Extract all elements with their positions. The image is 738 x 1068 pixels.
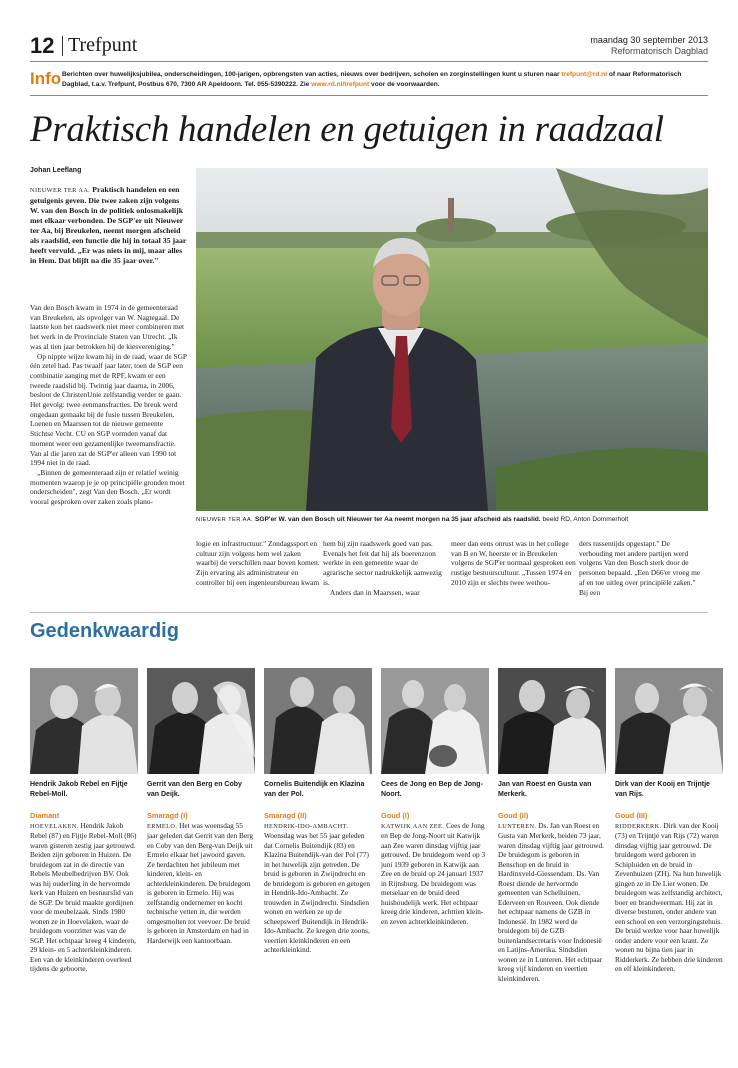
article-column-3 [323,539,448,597]
jubilee-rank: Goud (III) [615,811,648,820]
gedenkwaardig-title: Gedenkwaardig [30,620,179,642]
header-rule [30,61,708,62]
couple-photo-image [381,668,489,774]
anniversary-card [264,668,372,955]
couple-names: Jan van Roest en Gusta van Merkerk. [498,781,592,798]
info-text-1: Berichten over huwelijksjubilea, onderscheidingen, 100-jarigen, opbrengsten van acties, nieuws over bedrijven, scholen en zorginstellingen kunt u sturen naar [62,71,560,78]
photo-caption [196,515,708,525]
paragraph: Op nippte wijze kwam hij in de raad, waar de SGP één zetel had. Pas twaalf jaar later, toen de SGP een combinatie aanging met de RPF, kwam er een tweede raadslid bij. Twintig jaar daarna, in 2006, besloot de ChristenUnie zelfstandig verder te gaan. Het gevolg: twee eenmansfracties. De breuk werd ongedaan gemaakt bij de fusie tussen Breukelen, Loenen en Maarssen tot de nieuwe gemeente Stichtse Vecht. CU en SGP vormden vanaf dat moment weer een gezamenlijke tweemansfractie. Van al die jaren zat de SGP'er alleen van 1990 tot 1994 niet in de raad. [30,351,187,468]
jubilee-rank: Goud (II) [498,811,529,820]
card-text [264,821,372,955]
card-body: Dirk van der Kooij (73) en Trijntje van Rijs (72) waren dinsdag vijftig jaar getrouwd. De bruidegom werd geboren in Schipluiden en de bruid in Zevenhuizen (ZH). Na hun huwelijk gingen ze in De Lier wonen. De bruidegom was zelfstandig architect, boer en brandweerman. Hij zat in diverse besturen, onder andere van een school en een verzorgingstehuis. De bruid werkte voor haar huwelijk onder andere voor een krant. Ze wonen nu bijna tien jaar in Ridderkerk. Ze hebben drie kinderen en elf kleinkinderen. [615,820,723,974]
couple-names: Dirk van der Kooij en Trijntje van Rijs. [615,781,710,798]
intro-location: NIEUWER TER AA. [30,187,91,194]
page-number: 12 [30,33,55,58]
couple-names: Cees de Jong en Bep de Jong-Noort. [381,781,483,798]
info-text-3: voor de voorwaarden. [371,81,440,88]
jubilee-rank: Smaragd (II) [264,811,307,820]
couple-photo-image [498,668,606,774]
couple-photo [264,668,372,774]
info-rule [30,95,708,96]
card-body: Cees de Jong en Bep de Jong-Noort uit Katwijk aan Zee waren dinsdag vijftig jaar getrouwd. De bruidegom werd op 3 juni 1939 geboren in Katwijk aan Zee en de bruid op 24 januari 1937 in Rijnsburg. De bruidegom was metselaar en de bruid deed huishoudelijk werk. Het echtpaar kreeg drie kinderen, achttien klein- en zeven achterkleinkinderen. [381,820,486,926]
couple-photo-image [147,668,255,774]
couple-photo [381,668,489,774]
jubilee-rank: Smaragd (I) [147,811,188,820]
couple-photo [498,668,606,774]
info-text-2: of naar Reformatorisch Dagblad, t.a.v. Trefpunt, Postbus 670, 7300 AR Apeldoorn. Tel. 055-5390222. Zie [62,71,682,88]
jubilee-rank: Goud (I) [381,811,410,820]
article-column-4 [451,539,576,588]
couple-photo [147,668,255,774]
photo-credit: beeld RD, Anton Dommerholt [542,516,629,523]
paragraph: Anders dan in Maarssen, waar [330,587,420,597]
section-title: Trefpunt [68,34,138,56]
couple-photo [615,668,723,774]
couple-photo-image [615,668,723,774]
header-divider [62,36,63,56]
info-text [62,70,708,90]
paragraph: meer dan eens onrust was in het college van B en W, heerste er in Breukelen volgens de SGP'er normaal gesproken een rustige bestuurscultuur. „Tussen 1974 en 2010 zijn er slechts twee wethou- [451,539,576,587]
couple-photo-image [264,668,372,774]
paragraph: „Binnen de gemeenteraad zijn er relatief weinig momenten waarop je je op principiële gronden moet onderscheiden", zegt Van den Bosch. „Er wordt vooral gesproken over zaken zoals plano- [30,467,185,507]
anniversary-card [498,668,606,983]
info-web-link[interactable]: www.rd.nl/trefpunt [311,81,370,88]
info-label: Info [30,69,62,88]
couple-names: Hendrik Jakob Rebel en Fijtje Rebel-Moll. [30,781,128,798]
newspaper-name: Reformatorisch Dagblad [610,46,708,56]
portrait-in-meadow-image [196,168,708,511]
paragraph: ders tussentijds opgestapt." De verhouding met andere partijen werd volgens Van den Bosch sterk door de personen bepaald. „Een D66'er vroeg me af en toe uitleg over principiële zaken." Bij een [579,539,701,597]
anniversary-card [615,668,723,974]
card-text [498,821,606,984]
couple-photo [30,668,138,774]
info-email-link[interactable]: trefpunt@rd.nl [561,71,608,78]
jubilee-rank: Diamant [30,811,60,820]
card-location: KATWIJK AAN ZEE. [381,822,445,830]
article-byline: Johan Leeflang [30,167,82,174]
card-location: LUNTEREN. [498,822,537,830]
card-body: Het was woensdag 55 jaar geleden dat Gerrit van den Berg en Coby van den Berg-van Deijk uit Ermelo elkaar het jawoord gaven. Ze herdachten het jubileum met kinderen, klein- en achterkleinkinderen. De bruidegom is geboren in Ermelo. Hij was zelfstandig ondernemer en kocht technische vetten in, die werden omgesmolten tot veevoer. De bruid is geboren in Amsterdam en had in Harderwijk een kantoorbaan. [147,820,254,945]
caption-location: NIEUWER TER AA. [196,517,254,523]
issue-date: maandag 30 september 2013 [590,35,708,45]
card-text [381,821,489,927]
anniversary-card [30,668,138,974]
paragraph: hem bij zijn raadswerk goed van pas. Evenals het feit dat hij als boerenzoon werkte in een gemeente waar de agrarische sector nadrukkelijk aanwezig is. [323,539,442,587]
intro-text: Praktisch handelen en een getuigenis geven. Die twee zaken zijn volgens W. van den Bosch in de politiek onlosmakelijk met elkaar verbonden. De SGP'er uit Nieuwer ter Aa, bij Breukelen, neemt morgen afscheid als raadslid, een functie die hij in totaal 35 jaar heeft vervuld. „Er was niets in mij, maar alles in Hem. Dat blijft na die 35 jaar over." [30,185,187,265]
card-location: HOEVELAKEN. [30,822,79,830]
card-text [30,821,138,974]
card-body: Hendrik Jakob Rebel (87) en Fijtje Rebel-Moll (86) waren gisteren zestig jaar getrouwd. Beiden zijn geboren in Huizen. De bruidegom zat in de directie van Rebels Meubelbedrijven BV. Ook was hij ouderling in de hervormde kerk van Huizen en bestuurslid van de SGP. De bruid maakte gordijnen voor de meubelzaak. Sinds 1980 wonen ze in Hoevelaken, waar de bruidegom voorzitter was van de SGP. Het echtpaar kreeg 4 kinderen, 29 klein- en 5 achterkleinkinderen. Een van de kleinkinderen overleed tijdens de geboorte. [30,820,137,974]
card-text [615,821,723,974]
couple-names: Gerrit van den Berg en Coby van Deijk. [147,781,242,798]
article-column-5 [579,539,704,597]
article-column-1 [30,303,188,507]
anniversary-card [147,668,255,945]
couple-photo-image [30,668,138,774]
paragraph: Van den Bosch kwam in 1974 in de gemeenteraad van Breukelen, als opvolger van W. Nagtegaal. De laatste kon het raadswerk niet meer combineren met het werk in de Provinciale Staten van Utrecht. „Ik was al tien jaar betrokken bij de kiesvereniging." [30,303,185,351]
couple-names: Cornelis Buitendijk en Klazina van der Pol. [264,781,365,798]
article-photo [196,168,708,511]
card-location: HENDRIK-IDO-AMBACHT. [264,822,349,830]
anniversary-card [381,668,489,926]
caption-text: SGP'er W. van den Bosch uit Nieuwer ter Aa neemt morgen na 35 jaar afscheid als raadslid. [254,516,541,523]
card-location: RIDDERKERK. [615,822,662,830]
card-text [147,821,255,946]
article-intro [30,185,188,266]
article-column-2 [196,539,321,588]
section-rule [30,612,708,613]
article-headline: Praktisch handelen en getuigen in raadzaal [30,109,664,150]
paragraph: logie en infrastructuur." Zondagssport en cultuur zijn volgens hem wel zaken waarbij de verschillen naar boven komen. Zijn ervaring als administrateur en controller bij een ingenieursbureau kwam [196,539,320,587]
card-body: Ds. Jan van Roest en Gusta van Merkerk, beiden 73 jaar, waren dinsdag vijftig jaar getrouwd. De bruidegom is geboren in Benschop en de bruid in Hardinxveld-Giessendam. Ds. Van Roest diende de hervormde gemeenten van Schelluinen, Ederveen en Rouveen. Ook diende het echtpaar namens de GZB in Indonesië. In 1982 werd de bruidegom bij de GZB buitenlandsecretaris voor Indonesië en Latijns-Amerika. Sindsdien wonen ze in Lunteren. Het echtpaar kreeg vijf kinderen en veertien kleinkinderen. [498,820,604,983]
card-location: ERMELO. [147,822,178,830]
card-body: Woensdag was het 55 jaar geleden dat Cornelis Buitendijk (83) en Klazina Buitendijk-van der Pol (77) in het huwelijk zijn getreden. De bruid is geboren in Zwijndrecht en de bruidegom is geboren en getogen in Hendrik-Ido-Ambacht. Ze trouwden in Zwijndrecht. Sindsdien wonen en werken ze op de scheepswerf Buitendijk in Hendrik-Ido-Ambacht. Ze kregen drie zoons, veertien kleinkinderen en een achterkleinkind. [264,831,370,955]
